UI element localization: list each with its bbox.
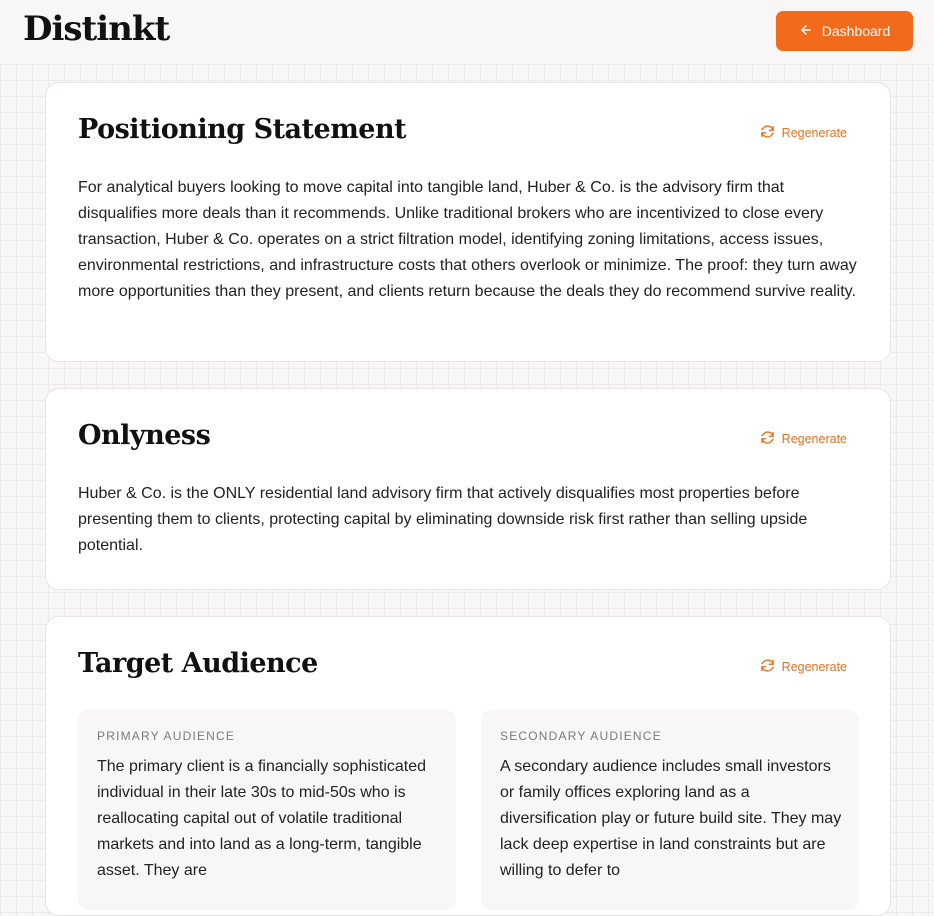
regenerate-label: Regenerate [781, 432, 847, 446]
secondary-audience-label: SECONDARY AUDIENCE [500, 729, 662, 743]
primary-audience-box [78, 710, 456, 910]
positioning-statement-card [45, 82, 891, 362]
secondary-audience-text: A secondary audience includes small investors or family offices exploring land as a diversification play or future build site. They may lack deep expertise in land constraints but are willing to defer to [500, 758, 842, 879]
refresh-icon [760, 124, 775, 142]
onlyness-text: Huber & Co. is the ONLY residential land advisory firm that actively disqualifies most properties before presenting them to clients, protecting capital by eliminating downside risk first rather than selling upside potential. [78, 485, 808, 554]
regenerate-button[interactable] [760, 124, 847, 142]
dashboard-button[interactable] [776, 11, 913, 51]
refresh-icon [760, 430, 775, 448]
regenerate-button[interactable] [760, 430, 847, 448]
regenerate-label: Regenerate [781, 126, 847, 140]
dashboard-button-label: Dashboard [821, 23, 891, 39]
arrow-left-icon [799, 23, 813, 40]
top-bar [0, 0, 934, 64]
card-title: Onlyness [78, 420, 211, 451]
card-title: Target Audience [78, 648, 318, 679]
secondary-audience-box [481, 710, 859, 910]
positioning-statement-text: For analytical buyers looking to move capital into tangible land, Huber & Co. is the advisory firm that disqualifies more deals than it recommends. Unlike traditional brokers who are incentivized to close every transaction, Huber & Co. operates on a strict filtration model, identifying zoning limitations, access issues, environmental restrictions, and infrastructure costs that others overlook or minimize. The proof: they turn away more opportunities than they present, and clients return because the deals they do recommend survive reality. [78, 179, 857, 300]
primary-audience-label: PRIMARY AUDIENCE [97, 729, 236, 743]
regenerate-label: Regenerate [781, 660, 847, 674]
onlyness-card [45, 388, 891, 590]
regenerate-button[interactable] [760, 658, 847, 676]
card-title: Positioning Statement [78, 114, 407, 145]
primary-audience-text: The primary client is a financially sophisticated individual in their late 30s to mid-50s who is reallocating capital out of volatile traditional markets and into land as a long-term, tangible asset. They are [97, 758, 427, 879]
logo[interactable]: Distinkt [23, 9, 170, 49]
refresh-icon [760, 658, 775, 676]
target-audience-card [45, 616, 891, 916]
